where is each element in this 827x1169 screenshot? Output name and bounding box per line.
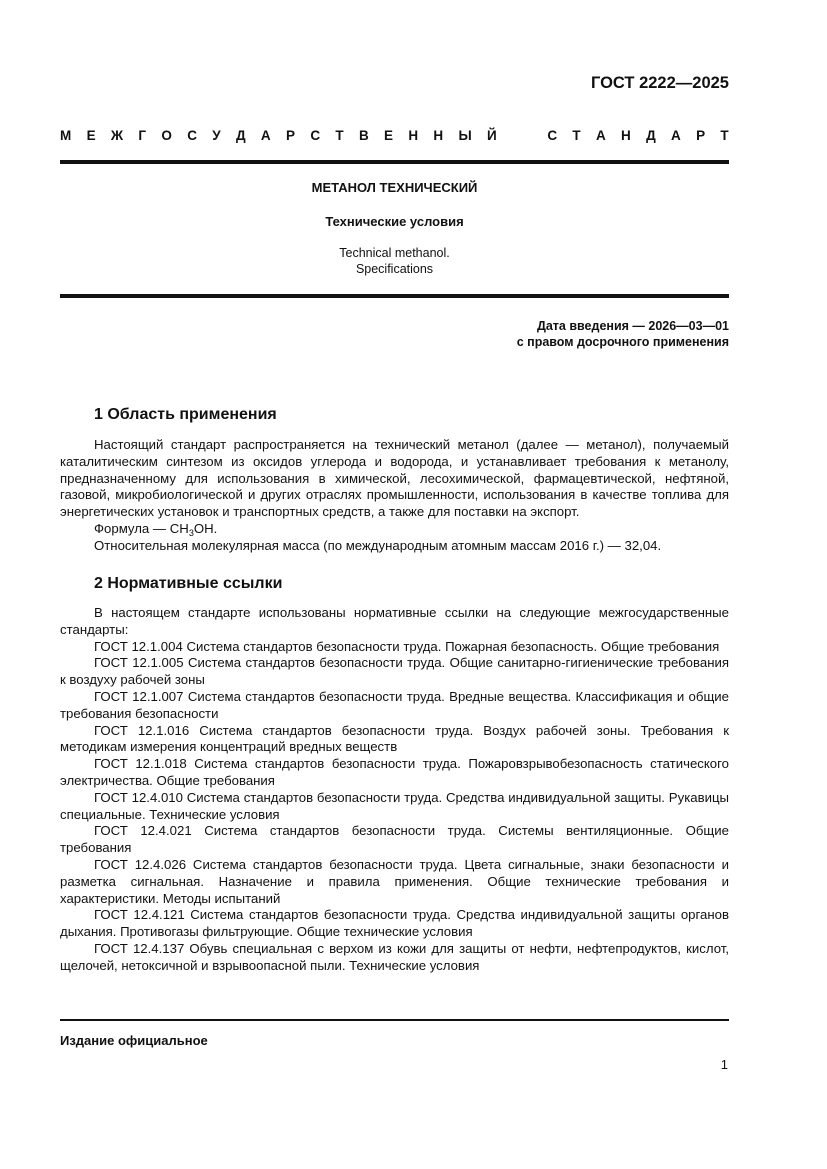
banner-letter: М: [60, 128, 72, 143]
reference-item: ГОСТ 12.1.007 Система стандартов безопасности труда. Вредные вещества. Классификация и общие требования безопасности: [60, 688, 729, 721]
banner-letter: Т: [335, 128, 344, 143]
banner-letter: Г: [138, 128, 147, 143]
banner-letter: Н: [621, 128, 631, 143]
banner-letter: С: [187, 128, 197, 143]
introduction-date-note: с правом досрочного применения: [516, 335, 729, 349]
document-number: ГОСТ 2222—2025: [590, 74, 729, 92]
introduction-date-line: Дата введения — 2026—03—01: [536, 319, 729, 333]
reference-item: ГОСТ 12.4.137 Обувь специальная с верхом из кожи для защиты от нефти, нефтепродуктов, кислот, щелочей, нетоксичной и взрывоопасной пыли. Технические условия: [60, 940, 729, 973]
banner-letter: У: [212, 128, 221, 143]
banner-letter: Ы: [458, 128, 472, 143]
section-heading: 1 Область применения: [94, 406, 277, 423]
document-title: МЕТАНОЛ ТЕХНИЧЕСКИЙ: [311, 180, 478, 195]
banner-word-gap: [512, 128, 532, 143]
page-number: 1: [720, 1057, 728, 1072]
reference-item: ГОСТ 12.4.010 Система стандартов безопасности труда. Средства индивидуальной защиты. Рукавицы специальные. Технические условия: [60, 789, 729, 822]
banner-letter: А: [671, 128, 681, 143]
banner-letter: Т: [720, 128, 729, 143]
formula-suffix: OH.: [193, 520, 218, 536]
reference-item: ГОСТ 12.1.018 Система стандартов безопасности труда. Пожаровзрывобезопасность статического электричества. Общие требования: [60, 756, 729, 788]
paragraph: В настоящем стандарте использованы нормативные ссылки на следующие межгосударственные стандарты:: [60, 605, 729, 637]
formula-prefix: Формула — CH: [94, 520, 189, 536]
section-heading: 2 Нормативные ссылки: [94, 575, 283, 592]
formula-subscript: 3: [188, 527, 194, 538]
banner-letter: Р: [696, 128, 706, 143]
banner-letter: Й: [486, 128, 497, 143]
banner-letter: С: [310, 128, 321, 143]
banner-letter: В: [358, 128, 369, 143]
reference-item: ГОСТ 12.4.021 Система стандартов безопасности труда. Системы вентиляционные. Общие требования: [60, 823, 729, 856]
reference-item: ГОСТ 12.4.026 Система стандартов безопасности труда. Цвета сигнальные, знаки безопасности и разметка сигнальная. Назначение и правила применения. Общие технические требования и характеристики. Методы испытаний: [60, 856, 729, 906]
banner-letter: Т: [572, 128, 581, 143]
reference-item: ГОСТ 12.1.005 Система стандартов безопасности труда. Общие санитарно-гигиенические требования к воздуху рабочей зоны: [60, 655, 729, 688]
banner-letter: Н: [408, 128, 419, 143]
english-title-line: Technical methanol.: [339, 246, 450, 260]
banner-letter: Е: [86, 128, 96, 143]
official-edition-label: Издание официальное: [60, 1033, 208, 1048]
banner-letter: О: [161, 128, 172, 143]
banner-letter: Н: [433, 128, 444, 143]
formula-line: [60, 521, 729, 538]
document-subtitle: Технические условия: [325, 214, 464, 229]
banner-letter: Е: [384, 128, 394, 143]
paragraph: Настоящий стандарт распространяется на технический метанол (далее — метанол), получаемый каталитическим синтезом из оксидов углерода и водорода, и устанавливает требования к метанолу, предназначенному для использования в химической, лесохимической, фармацевтической, нефтяной, газовой, микробиологической и других отраслях промышленности, использования в качестве топлива для энергетических установок и транспортных средств, а также для поставки на экспорт.: [60, 437, 729, 520]
banner-letter: А: [595, 128, 606, 143]
section-body: [60, 605, 729, 975]
reference-item: ГОСТ 12.1.016 Система стандартов безопасности труда. Воздух рабочей зоны. Требования к методикам измерения концентраций вредных веществ: [60, 722, 729, 755]
banner-letter: А: [260, 128, 271, 143]
banner-letter: Ж: [110, 128, 124, 143]
banner-letter: С: [547, 128, 558, 143]
reference-item: ГОСТ 12.1.004 Система стандартов безопасности труда. Пожарная безопасность. Общие требования: [94, 638, 720, 654]
footer-divider: [60, 1019, 729, 1021]
introduction-date: [517, 318, 729, 350]
paragraph: Относительная молекулярная масса (по международным атомным массам 2016 г.) — 32,04.: [94, 537, 662, 553]
header-divider: [60, 160, 729, 164]
english-title: [60, 245, 729, 277]
english-title-line: Specifications: [355, 262, 434, 276]
interstate-standard-banner: [60, 128, 729, 143]
title-divider: [60, 294, 729, 298]
banner-letter: Д: [235, 128, 246, 143]
section-body: [60, 437, 729, 555]
reference-item: ГОСТ 12.4.121 Система стандартов безопасности труда. Средства индивидуальной защиты органов дыхания. Противогазы фильтрующие. Общие технические условия: [60, 907, 729, 940]
banner-letter: Р: [285, 128, 295, 143]
banner-letter: Д: [646, 128, 656, 143]
